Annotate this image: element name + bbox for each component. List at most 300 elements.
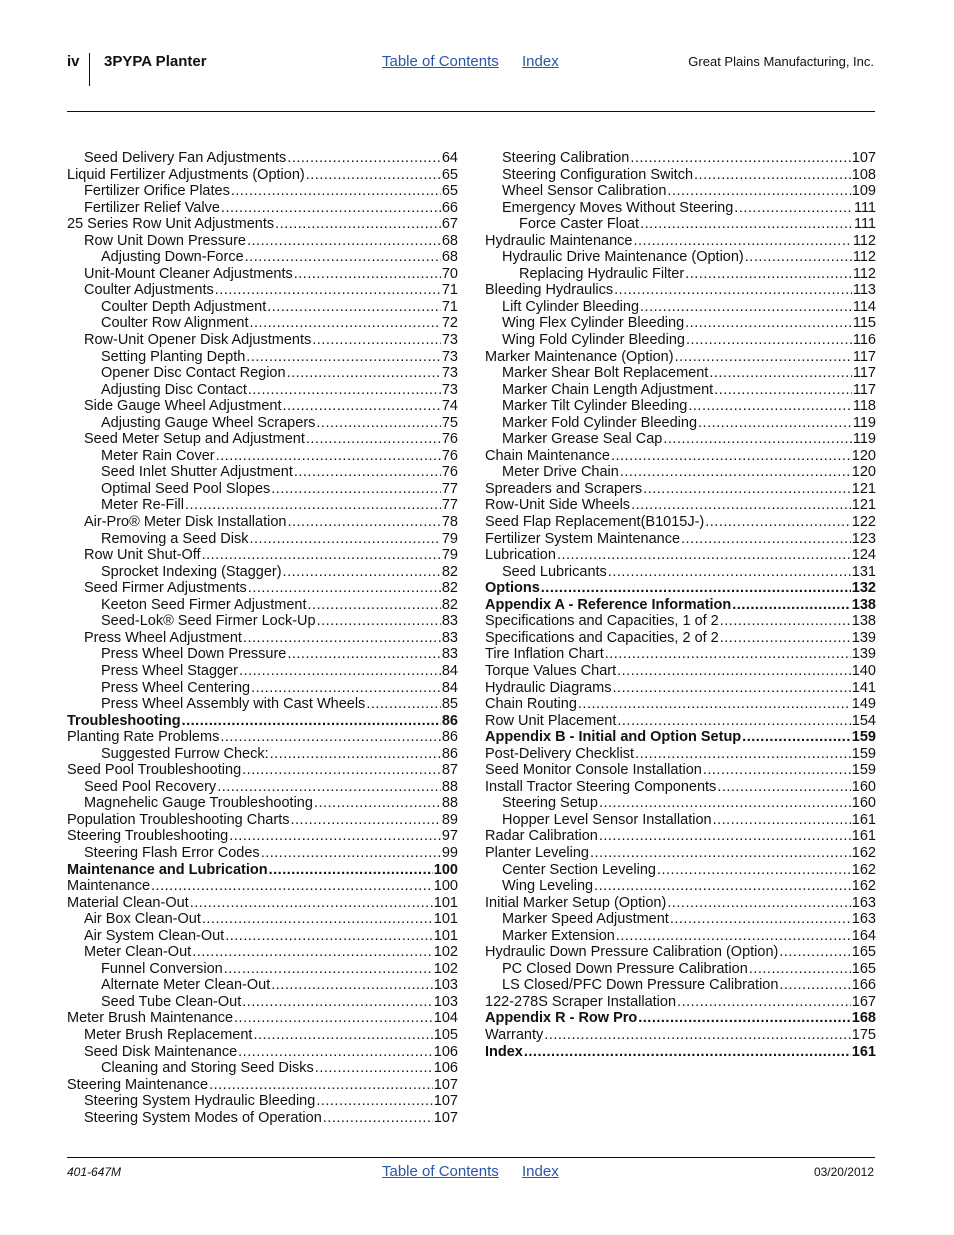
toc-entry-page: 82 [441,580,458,597]
toc-dot-leader [217,779,441,796]
toc-entry-title: Wing Fold Cylinder Bleeding [502,332,685,349]
toc-left-column [67,150,458,1126]
toc-entry-page: 117 [852,348,876,365]
toc-entry[interactable] [485,1027,876,1044]
toc-entry[interactable] [485,779,876,796]
toc-entry-page: 88 [441,795,458,812]
toc-entry[interactable] [485,977,876,994]
toc-entry-page: 76 [441,447,458,464]
toc-dot-leader [734,200,853,217]
toc-entry-page: 77 [441,480,458,497]
toc-entry-title: Bleeding Hydraulics [485,282,614,299]
toc-entry[interactable] [485,911,876,928]
toc-entry-title: Meter Drive Chain [502,464,619,481]
toc-entry-title: Seed Pool Recovery [84,778,217,795]
toc-entry-title: Adjusting Disc Contact [101,381,247,398]
toc-entry[interactable] [67,233,458,250]
toc-entry-page: 104 [433,1010,458,1027]
toc-entry[interactable] [485,713,876,730]
toc-entry-page: 107 [851,150,876,166]
toc-entry-page: 101 [433,911,458,928]
toc-entry[interactable] [485,464,876,481]
toc-dot-leader [720,613,851,630]
toc-entry-title: Row-Unit Side Wheels [485,497,631,514]
toc-entry[interactable] [67,200,458,217]
toc-entry[interactable] [485,646,876,663]
toc-entry[interactable] [485,895,876,912]
toc-entry[interactable] [67,597,458,614]
toc-entry[interactable] [485,663,876,680]
toc-entry-title: Seed Pool Troubleshooting [67,762,242,779]
toc-entry-page: 122 [851,514,876,531]
toc-entry[interactable] [485,795,876,812]
toc-entry[interactable] [485,167,876,184]
toc-entry-page: 159 [851,729,876,746]
toc-entry[interactable] [67,398,458,415]
toc-entry-title: Seed Monitor Console Installation [485,762,702,779]
toc-entry-page: 163 [851,911,876,928]
toc-dot-leader [720,630,851,647]
toc-entry[interactable] [67,646,458,663]
toc-entry-page: 79 [441,547,458,564]
toc-dot-leader [308,597,441,614]
toc-dot-leader [151,878,433,895]
header-rule [67,111,875,112]
toc-entry[interactable] [67,944,458,961]
toc-dot-leader [594,878,851,895]
toc-dot-leader [315,1060,433,1077]
toc-dot-leader [294,464,441,481]
toc-entry[interactable] [485,547,876,564]
toc-entry[interactable] [67,1044,458,1061]
toc-entry[interactable] [67,696,458,713]
toc-entry[interactable] [485,680,876,697]
toc-dot-leader [686,332,852,349]
toc-entry[interactable] [67,282,458,299]
toc-dot-leader [631,497,851,514]
toc-dot-leader [640,299,852,316]
toc-entry[interactable] [67,365,458,382]
toc-entry[interactable] [485,531,876,548]
toc-entry[interactable] [485,349,876,366]
toc-entry-page: 132 [851,580,876,597]
toc-entry[interactable] [67,150,458,167]
toc-entry[interactable] [485,497,876,514]
toc-dot-leader [287,150,441,167]
toc-entry[interactable] [485,812,876,829]
toc-entry[interactable] [67,862,458,879]
toc-entry[interactable] [485,762,876,779]
toc-entry[interactable] [67,249,458,266]
toc-entry-title: Seed Meter Setup and Adjustment [84,431,305,448]
toc-entry-page: 89 [441,811,458,828]
toc-entry-page: 101 [433,927,458,944]
toc-entry[interactable] [67,580,458,597]
toc-entry[interactable] [67,299,458,316]
toc-entry[interactable] [485,332,876,349]
toc-dot-leader [314,795,441,812]
toc-entry[interactable] [67,564,458,581]
toc-dot-leader [306,167,441,184]
header-toc-link[interactable]: Table of Contents [382,53,499,70]
toc-entry[interactable] [67,895,458,912]
toc-entry-title: Emergency Moves Without Steering [502,199,734,216]
toc-entry[interactable] [67,382,458,399]
toc-entry[interactable] [67,1093,458,1110]
toc-entry-page: 78 [441,514,458,531]
toc-entry-page: 112 [852,232,876,249]
toc-entry[interactable] [67,729,458,746]
toc-entry-title: Hydraulic Down Pressure Calibration (Option) [485,944,779,961]
toc-entry-title: Steering Maintenance [67,1076,209,1093]
header-divider [89,53,90,86]
toc-entry[interactable] [485,878,876,895]
toc-dot-leader [245,249,441,266]
toc-dot-leader [290,812,440,829]
toc-entry[interactable] [67,332,458,349]
toc-entry[interactable] [67,911,458,928]
toc-entry[interactable] [67,1110,458,1127]
toc-entry-title: Wing Flex Cylinder Bleeding [502,315,685,332]
toc-dot-leader [271,481,441,498]
toc-dot-leader [714,382,852,399]
toc-dot-leader [248,382,441,399]
toc-entry-title: Marker Maintenance (Option) [485,348,674,365]
toc-dot-leader [635,746,851,763]
toc-entry[interactable] [485,1044,876,1061]
toc-entry[interactable] [67,481,458,498]
toc-dot-leader [202,547,441,564]
toc-entry-page: 99 [441,844,458,861]
toc-dot-leader [287,514,440,531]
toc-entry-page: 83 [441,613,458,630]
toc-entry[interactable] [485,580,876,597]
toc-dot-leader [242,994,433,1011]
toc-entry[interactable] [485,315,876,332]
toc-entry[interactable] [485,630,876,647]
toc-entry[interactable] [67,547,458,564]
toc-entry-title: Setting Planting Depth [101,348,246,365]
toc-dot-leader [599,828,851,845]
toc-dot-leader [605,646,851,663]
toc-entry[interactable] [67,216,458,233]
toc-entry[interactable] [67,977,458,994]
toc-entry-page: 119 [852,431,876,448]
toc-entry-title: Row Unit Placement [485,712,617,729]
toc-entry-title: PC Closed Down Pressure Calibration [502,960,748,977]
toc-dot-leader [779,944,850,961]
toc-entry-title: Steering Setup [502,795,598,812]
toc-entry-page: 161 [851,828,876,845]
toc-entry-title: Seed-Lok® Seed Firmer Lock-Up [101,613,316,630]
toc-entry-title: Opener Disc Contact Region [101,365,286,382]
toc-entry[interactable] [485,961,876,978]
toc-entry[interactable] [485,597,876,614]
toc-dot-leader [221,200,441,217]
toc-entry[interactable] [485,150,876,167]
toc-entry[interactable] [485,828,876,845]
toc-entry[interactable] [67,266,458,283]
toc-entry-title: Meter Clean-Out [84,944,192,961]
toc-entry[interactable] [485,613,876,630]
toc-dot-leader [261,845,441,862]
toc-entry-page: 83 [441,629,458,646]
toc-entry-page: 108 [851,166,876,183]
toc-entry[interactable] [485,431,876,448]
toc-entry[interactable] [67,1077,458,1094]
toc-entry-page: 116 [852,332,876,349]
toc-dot-leader [250,315,441,332]
toc-entry-title: Fertilizer System Maintenance [485,530,681,547]
toc-entry-page: 84 [441,662,458,679]
toc-entry-title: Steering System Modes of Operation [84,1109,322,1126]
toc-dot-leader [732,597,851,614]
toc-entry-page: 85 [441,696,458,713]
toc-entry[interactable] [67,349,458,366]
toc-entry-title: Steering System Hydraulic Bleeding [84,1093,316,1110]
toc-dot-leader [306,431,441,448]
toc-entry-title: Air System Clean-Out [84,927,225,944]
toc-entry-page: 120 [851,447,876,464]
toc-dot-leader [231,183,441,200]
toc-entry[interactable] [67,415,458,432]
toc-entry-title: Side Gauge Wheel Adjustment [84,398,282,415]
toc-entry-title: Marker Fold Cylinder Bleeding [502,414,698,431]
toc-entry-title: Press Wheel Stagger [101,662,239,679]
toc-entry[interactable] [67,795,458,812]
toc-entry-page: 154 [851,712,876,729]
toc-dot-leader [541,580,851,597]
toc-entry[interactable] [67,613,458,630]
toc-dot-leader [248,580,441,597]
toc-entry-title: Seed Lubricants [502,563,607,580]
toc-entry[interactable] [485,415,876,432]
footer-index-link[interactable]: Index [522,1163,559,1180]
toc-entry-title: Press Wheel Down Pressure [101,646,287,663]
toc-entry-page: 111 [853,199,876,216]
toc-entry-title: Force Caster Float [519,216,640,233]
toc-entry[interactable] [67,431,458,448]
toc-entry-page: 117 [852,365,876,382]
toc-entry[interactable] [67,746,458,763]
document-title: 3PYPA Planter [104,53,207,70]
toc-entry[interactable] [67,762,458,779]
toc-entry-title: Air Box Clean-Out [84,911,201,928]
toc-dot-leader [779,977,850,994]
toc-entry[interactable] [67,183,458,200]
toc-entry[interactable] [485,266,876,283]
toc-entry-page: 64 [441,150,458,166]
toc-dot-leader [247,233,441,250]
toc-entry[interactable] [67,680,458,697]
toc-entry-page: 82 [441,596,458,613]
toc-dot-leader [705,514,851,531]
toc-entry-page: 160 [851,778,876,795]
toc-entry-title: Center Section Leveling [502,861,656,878]
toc-entry[interactable] [485,564,876,581]
toc-entry[interactable] [67,167,458,184]
toc-entry-page: 87 [441,762,458,779]
toc-dot-leader [657,862,851,879]
toc-entry-page: 103 [433,977,458,994]
toc-entry-title: Appendix A - Reference Information [485,596,732,613]
toc-entry-page: 164 [851,927,876,944]
toc-entry-title: Population Troubleshooting Charts [67,811,290,828]
toc-entry-page: 107 [433,1076,458,1093]
toc-entry-page: 111 [853,216,876,233]
toc-entry[interactable] [67,812,458,829]
toc-entry-page: 162 [851,861,876,878]
toc-entry[interactable] [485,382,876,399]
toc-entry-title: Chain Maintenance [485,447,610,464]
toc-entry[interactable] [485,514,876,531]
toc-dot-leader [224,961,433,978]
toc-dot-leader [613,680,851,697]
toc-entry[interactable] [485,481,876,498]
toc-entry-page: 88 [441,778,458,795]
toc-entry[interactable] [485,299,876,316]
toc-entry-page: 74 [441,398,458,415]
toc-entry-page: 83 [441,646,458,663]
toc-entry[interactable] [485,928,876,945]
toc-entry[interactable] [67,1010,458,1027]
toc-entry[interactable] [485,183,876,200]
toc-entry-title: Meter Brush Maintenance [67,1010,234,1027]
toc-entry-page: 162 [851,878,876,895]
toc-entry-page: 86 [441,729,458,746]
toc-entry[interactable] [67,497,458,514]
toc-entry-title: Troubleshooting [67,712,181,729]
toc-entry[interactable] [67,779,458,796]
toc-entry-title: Initial Marker Setup (Option) [485,894,667,911]
toc-entry-page: 141 [851,679,876,696]
toc-entry[interactable] [485,729,876,746]
toc-entry[interactable] [485,1010,876,1027]
toc-entry-title: Sprocket Indexing (Stagger) [101,563,282,580]
toc-entry-title: Meter Re-Fill [101,497,184,514]
toc-entry-title: Funnel Conversion [101,960,223,977]
toc-entry-title: Coulter Adjustments [84,282,214,299]
footer-toc-link[interactable]: Table of Contents [382,1163,499,1180]
toc-entry[interactable] [67,531,458,548]
toc-dot-leader [681,531,851,548]
toc-dot-leader [316,415,440,432]
toc-entry-page: 112 [852,265,876,282]
toc-entry-title: Steering Calibration [502,150,630,166]
toc-entry[interactable] [485,448,876,465]
toc-entry[interactable] [67,828,458,845]
toc-entry-page: 71 [441,282,458,299]
toc-entry[interactable] [67,994,458,1011]
toc-entry-page: 71 [441,298,458,315]
toc-entry[interactable] [67,1060,458,1077]
toc-entry-title: Seed Delivery Fan Adjustments [84,150,287,166]
toc-entry[interactable] [485,845,876,862]
toc-dot-leader [275,216,441,233]
toc-entry-page: 101 [433,894,458,911]
header-index-link[interactable]: Index [522,53,559,70]
toc-entry-title: Liquid Fertilizer Adjustments (Option) [67,166,305,183]
toc-entry-title: Keeton Seed Firmer Adjustment [101,596,307,613]
toc-entry-page: 167 [851,993,876,1010]
toc-entry[interactable] [485,249,876,266]
toc-entry[interactable] [67,663,458,680]
toc-entry[interactable] [485,282,876,299]
toc-entry-title: Replacing Hydraulic Filter [519,265,685,282]
toc-dot-leader [640,216,853,233]
toc-entry[interactable] [67,1027,458,1044]
toc-entry-title: Warranty [485,1026,544,1043]
toc-entry-title: Steering Flash Error Codes [84,844,260,861]
toc-entry-page: 117 [852,381,876,398]
toc-entry-page: 73 [441,381,458,398]
toc-entry[interactable] [67,961,458,978]
toc-entry-page: 68 [441,232,458,249]
page-number: iv [67,53,80,70]
toc-entry-title: Seed Inlet Shutter Adjustment [101,464,293,481]
toc-entry-title: Wheel Sensor Calibration [502,183,667,200]
toc-entry-title: Marker Extension [502,927,615,944]
toc-entry[interactable] [67,448,458,465]
toc-entry-page: 159 [851,745,876,762]
toc-dot-leader [677,994,851,1011]
toc-entry-title: Optimal Seed Pool Slopes [101,480,271,497]
toc-entry[interactable] [485,944,876,961]
toc-dot-leader [317,613,441,630]
toc-entry-page: 138 [851,613,876,630]
toc-entry-page: 76 [441,464,458,481]
document-code: 401-647M [67,1165,122,1179]
toc-dot-leader [229,828,441,845]
toc-dot-leader [225,928,433,945]
toc-entry[interactable] [485,862,876,879]
toc-entry[interactable] [67,630,458,647]
toc-entry[interactable] [485,233,876,250]
toc-entry[interactable] [485,200,876,217]
toc-entry-title: Lift Cylinder Bleeding [502,298,640,315]
toc-entry[interactable] [67,878,458,895]
toc-entry-title: Hopper Level Sensor Installation [502,811,712,828]
toc-entry[interactable] [67,928,458,945]
toc-entry[interactable] [485,746,876,763]
toc-entry[interactable] [485,365,876,382]
toc-entry-page: 109 [851,183,876,200]
toc-entry[interactable] [485,398,876,415]
toc-entry-title: Press Wheel Assembly with Cast Wheels [101,696,366,713]
toc-entry-title: Fertilizer Relief Valve [84,199,220,216]
toc-entry[interactable] [485,696,876,713]
toc-dot-leader [685,266,852,283]
toc-entry[interactable] [67,464,458,481]
toc-entry-title: Meter Rain Cover [101,447,215,464]
toc-entry-title: Adjusting Gauge Wheel Scrapers [101,414,316,431]
toc-entry-page: 124 [851,547,876,564]
toc-entry-title: Cleaning and Storing Seed Disks [101,1060,314,1077]
toc-entry[interactable] [485,216,876,233]
toc-entry-title: Install Tractor Steering Components [485,778,717,795]
toc-entry-title: Hydraulic Maintenance [485,232,633,249]
toc-entry[interactable] [485,994,876,1011]
toc-entry-title: Torque Values Chart [485,662,617,679]
toc-dot-leader [270,746,441,763]
toc-entry[interactable] [67,713,458,730]
toc-entry[interactable] [67,514,458,531]
toc-dot-leader [630,150,850,167]
toc-entry[interactable] [67,845,458,862]
toc-entry-page: 161 [851,1043,876,1060]
toc-entry-title: Press Wheel Adjustment [84,629,242,646]
toc-entry[interactable] [67,315,458,332]
